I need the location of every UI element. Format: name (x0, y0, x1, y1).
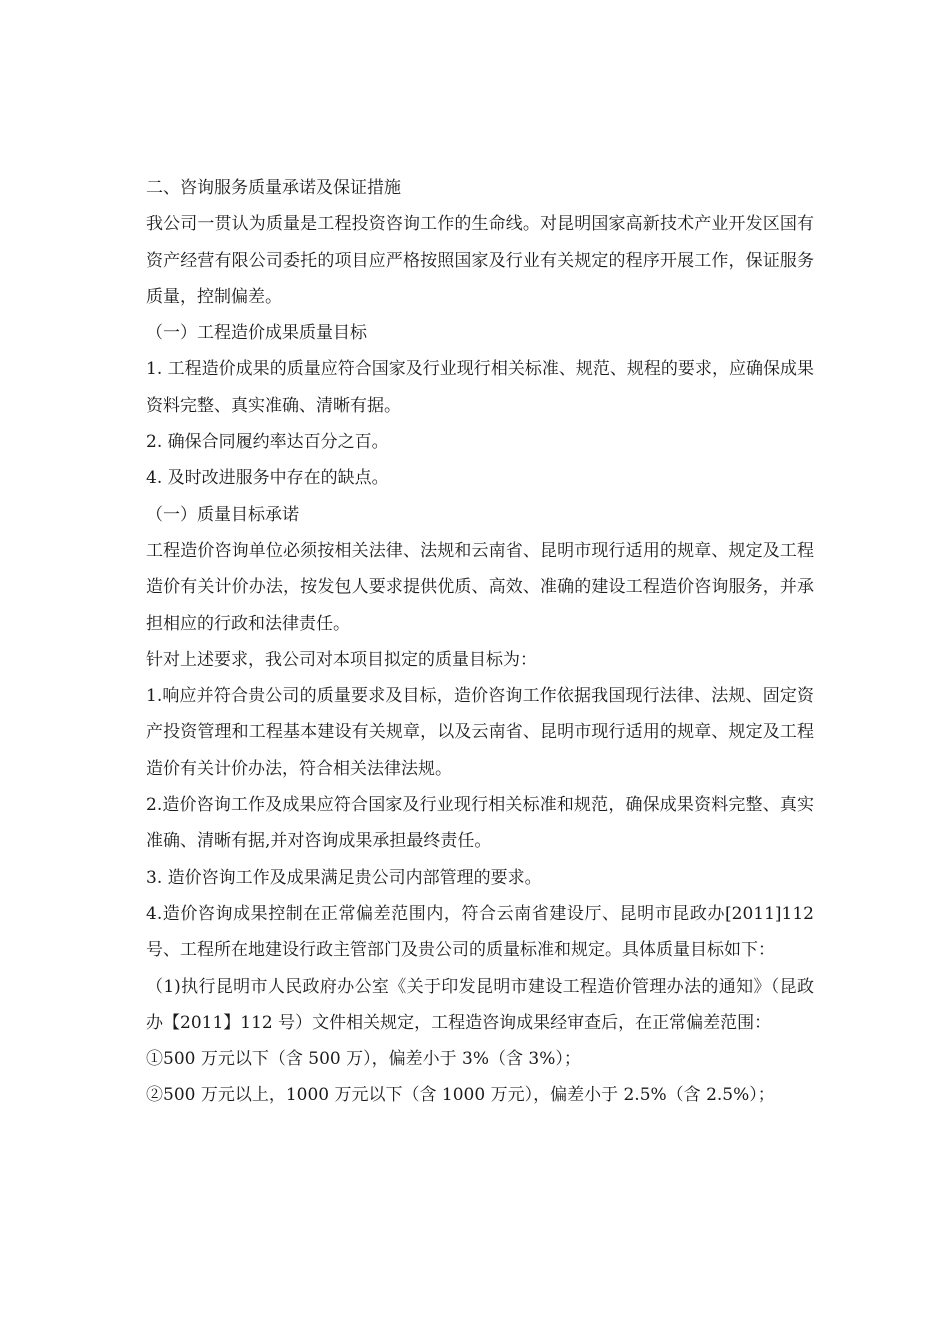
section2-item-2: 2.造价咨询工作及成果应符合国家及行业现行相关标准和规范，确保成果资料完整、真实准确、清晰有据,并对咨询成果承担最终责任。 (146, 795, 814, 852)
deviation-range-2: ②500 万元以上，1000 万元以下（含 1000 万元），偏差小于 2.5%（含 2.5%）； (146, 1085, 775, 1106)
intro-paragraph: 我公司一贯认为质量是工程投资咨询工作的生命线。对昆明国家高新技术产业开发区国有资产经营有限公司委托的项目应严格按照国家及行业有关规定的程序开展工作，保证服务质量，控制偏差。 (146, 214, 814, 307)
section2-subitem-1: （1)执行昆明市人民政府办公室《关于印发昆明市建设工程造价管理办法的通知》（昆政办【2011】112 号）文件相关规定，工程造咨询成果经审查后，在正常偏差范围： (146, 976, 814, 1033)
section1-item-2: 2. 确保合同履约率达百分之百。 (146, 432, 389, 453)
section2-paragraph-2: 针对上述要求，我公司对本项目拟定的质量目标为： (146, 649, 537, 670)
section1-item-1: 1. 工程造价成果的质量应符合国家及行业现行相关标准、规范、规程的要求，应确保成果资料完整、真实准确、清晰有据。 (146, 359, 814, 416)
section1-item-3: 4. 及时改进服务中存在的缺点。 (146, 468, 389, 489)
section-heading: 二、咨询服务质量承诺及保证措施 (146, 178, 401, 198)
section2-item-1: 1.响应并符合贵公司的质量要求及目标，造价咨询工作依据我国现行法律、法规、固定资产投资管理和工程基本建设有关规章，以及云南省、昆明市现行适用的规章、规定及工程造价有关计价办法，符合相关法律法规。 (146, 686, 814, 779)
section2-item-3: 3. 造价咨询工作及成果满足贵公司内部管理的要求。 (146, 867, 542, 888)
section2-title: （一）质量目标承诺 (146, 504, 299, 525)
deviation-range-1: ①500 万元以下（含 500 万），偏差小于 3%（含 3%）； (146, 1049, 581, 1070)
section2-item-4: 4.造价咨询成果控制在正常偏差范围内，符合云南省建设厅、昆明市昆政办[2011]112 号、工程所在地建设行政主管部门及贵公司的质量标准和规定。具体质量目标如下： (146, 903, 814, 961)
document-body (146, 170, 814, 1114)
section2-paragraph-1: 工程造价咨询单位必须按相关法律、法规和云南省、昆明市现行适用的规章、规定及工程造价有关计价办法，按发包人要求提供优质、高效、准确的建设工程造价咨询服务，并承担相应的行政和法律责任。 (146, 540, 814, 634)
section1-title: （一）工程造价成果质量目标 (146, 323, 367, 344)
